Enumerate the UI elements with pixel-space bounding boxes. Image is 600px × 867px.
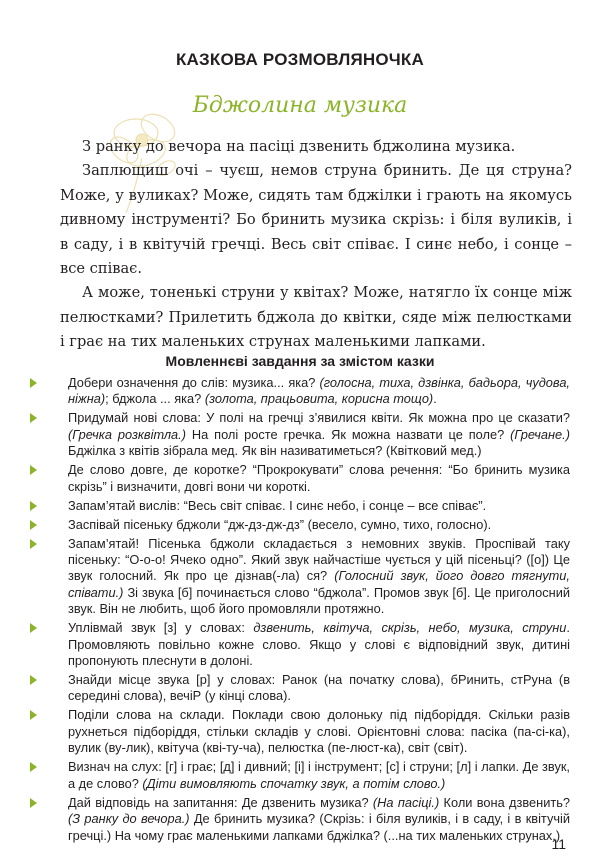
task-text: бРинить, стРуна: [450, 672, 553, 688]
task-text: Де бринить музика? (Скрізь: і біля вуликів, і в саду, і в квітучій гречці.) На чому грає маленькими лапками бджілка? (...на тих маленьких струнах.): [68, 811, 570, 843]
arrow-bullet-icon: [30, 762, 37, 772]
task-text: Запам’ятай! Пісенька бджоли складається з немовних звуків. Проспівай таку пісеньку: “О-о-о! Ячеко одно”. Який звук найчастіше чується у цій пісеньці? ([о]) Це звук голосний. Як про це дізнав(-ла) ся?: [68, 535, 570, 584]
list-item: [56, 375, 570, 408]
arrow-bullet-icon: [30, 710, 37, 720]
list-item: [56, 462, 570, 495]
story-paragraph: Заплющиш очі – чуєш, немов струна бринить. Де ця струна? Може, у вуликах? Може, сидять там бджілки і грають на якомусь дивному інструменті? Бо бринить музика скрізь: і біля вуликів, і в саду, і в квітучій гречці. Весь світ співає. І синє небо, і сонце – все співає.: [60, 162, 572, 278]
arrow-bullet-icon: [30, 501, 37, 511]
task-answer: (Гречка розквітла.): [68, 426, 186, 442]
arrow-bullet-icon: [30, 539, 37, 549]
task-text: На полі росте гречка. Як можна назвати це поле?: [186, 426, 511, 442]
section-title: КАЗКОВА РОЗМОВЛЯНОЧКА: [175, 50, 424, 69]
task-text: (в середині слова), вечіР (у кінці слова).: [68, 672, 570, 704]
task-text: Коли вона дзвенить?: [439, 794, 570, 810]
story-text: [60, 135, 572, 355]
list-item: [56, 620, 570, 669]
page-number: 11: [551, 836, 566, 852]
task-answer: (На пасіці.): [372, 794, 440, 810]
arrow-bullet-icon: [30, 378, 37, 388]
list-item: [56, 536, 570, 618]
list-item: [56, 672, 570, 705]
tasks-title: Мовленнєві завдання за змістом казки: [165, 353, 435, 369]
task-text: Зі звука [б] починається слово “бджола”. Промов звук [б]. Це приголосний звук. Він не любить, щоб його промовляли протяжно.: [68, 584, 570, 617]
task-text: . Промовляють повільно кожне слово. Якщо у слові є відповідний звук, дитині пропонують плеснути в долоні.: [68, 620, 570, 669]
list-item: [56, 498, 570, 514]
task-answer: дзвенить, квітуча, скрізь, небо, музика, струни: [253, 620, 567, 636]
story-title: Бджолина музика: [192, 93, 408, 118]
task-text: (на початку слова),: [317, 672, 451, 688]
list-item: [56, 707, 570, 756]
arrow-bullet-icon: [30, 623, 37, 633]
task-text: Поділи слова на склади. Поклади свою долоньку під підборіддя. Скільки разів рухнеться підборіддя, стільки складів у слові. Орієнтовні слова: пасіка (па-сі-ка), вулик (ву-лик), квітуча (кві-ту-ча), пелюстка (пе-люст-ка), світ (світ).: [68, 707, 570, 756]
story-paragraph: З ранку до вечора на пасіці дзвенить бджолина музика.: [82, 138, 516, 155]
task-text: Ранок: [282, 672, 318, 688]
arrow-bullet-icon: [30, 465, 37, 475]
task-text: Визнач на слух: [г] і грає; [д] і дивний; [і] і інструмент; [с] і струни; [л] і лапки. Де звук, а де слово?: [68, 759, 570, 791]
list-item: [56, 795, 570, 844]
task-answer: (Гречане.): [510, 426, 570, 442]
list-item: [56, 410, 570, 459]
list-item: [56, 517, 570, 533]
task-text: Заспівай пісеньку бджоли “дж-дз-дж-дз” (весело, сумно, тихо, голосно).: [68, 516, 492, 532]
arrow-bullet-icon: [30, 413, 37, 423]
task-answer: (Діти вимовляють спочатку звук, а потім слово.): [142, 775, 446, 791]
task-text: Запам’ятай вислів: “Весь світ співає. І синє небо, і сонце – все співає”.: [68, 497, 487, 513]
task-text: .: [433, 391, 437, 407]
arrow-bullet-icon: [30, 675, 37, 685]
task-text: ; бджола ... яка?: [105, 391, 205, 407]
task-answer: (Голосний звук, його довго тягнути, співати.): [68, 568, 570, 600]
task-text: Бджілка з квітів зібрала мед. Як він називатиметься? (Квітковий мед.): [68, 443, 482, 459]
list-item: [56, 759, 570, 792]
task-text: Знайди місце звука [р] у словах:: [68, 672, 283, 688]
task-answer: (голосна, тиха, дзвінка, бадьора, чудова, ніжна): [68, 375, 570, 407]
task-text: Дай відповідь на запитання: Де дзвенить музика?: [68, 794, 373, 810]
task-text: Придумай нові слова: У полі на гречці з’явилися квіти. Як можна про це сказати?: [68, 410, 570, 426]
story-paragraph: А може, тоненькі струни у квітах? Може, натягло їх сонце між пелюстками? Прилетить бджола до квітки, сяде між пелюстками і грає на тих маленьких струнах маленькими лапками.: [60, 284, 572, 351]
arrow-bullet-icon: [30, 798, 37, 808]
task-answer: (золота, працьовита, корисна тощо): [204, 391, 434, 407]
task-text: Добери означення до слів: музика... яка?: [68, 375, 320, 390]
arrow-bullet-icon: [30, 520, 37, 530]
task-text: Уплівмай звук [з] у словах:: [68, 620, 254, 636]
task-list: [56, 375, 570, 847]
task-text: Де слово довге, де коротке? “Прокрокувати” слова речення: “Бо бринить музика скрізь” і визначити, довгі вони чи короткі.: [68, 462, 570, 494]
task-answer: (З ранку до вечора.): [68, 811, 190, 827]
